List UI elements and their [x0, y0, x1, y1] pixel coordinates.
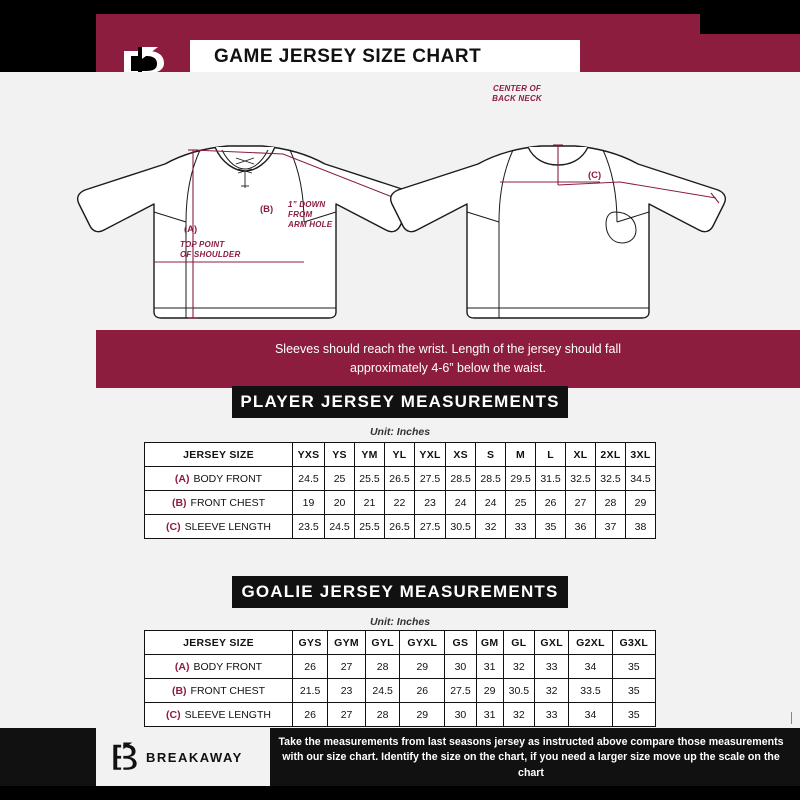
table-cell: 23	[414, 491, 445, 515]
note-line-2: approximately 4-6” below the waist.	[350, 361, 546, 375]
row-marker: (B)	[171, 496, 187, 509]
table-cell: 27.5	[445, 679, 476, 703]
note-band-left-pad	[0, 330, 96, 388]
table-row	[145, 679, 656, 703]
annotation-down-from-arm-hole: 1” DOWN FROM ARM HOLE	[288, 200, 333, 229]
table-cell: 27	[566, 491, 596, 515]
table-cell: 21.5	[293, 679, 328, 703]
table-cell: 35	[536, 515, 566, 539]
table-row	[145, 515, 656, 539]
goalie-measurements-table	[144, 630, 656, 727]
goalie-size-col-g2xl: G2XL	[569, 631, 612, 655]
goalie-size-col-gxl: GXL	[535, 631, 569, 655]
table-cell: 24.5	[325, 515, 355, 539]
table-cell: 28.5	[476, 467, 506, 491]
footer-bar	[0, 728, 800, 786]
table-cell: 25	[325, 467, 355, 491]
row-marker: (B)	[171, 684, 187, 697]
player-size-col-xs: XS	[446, 443, 476, 467]
table-cell: 28	[596, 491, 626, 515]
annotation-top-point-of-shoulder: TOP POINT OF SHOULDER	[180, 240, 241, 259]
table-cell: 26	[536, 491, 566, 515]
player-size-col-ym: YM	[355, 443, 385, 467]
player-size-col-ys: YS	[325, 443, 355, 467]
player-size-header: JERSEY SIZE	[145, 443, 293, 467]
jersey-diagram	[0, 72, 800, 330]
table-cell: 32	[476, 515, 506, 539]
breakaway-b-logo-icon	[110, 741, 140, 773]
table-cell: 27	[328, 655, 366, 679]
goalie-size-col-gs: GS	[445, 631, 476, 655]
header-right-block	[700, 14, 800, 34]
table-cell: 36	[566, 515, 596, 539]
table-cell: 28	[365, 703, 399, 727]
table-cell: 29	[476, 679, 503, 703]
table-cell: 24	[446, 491, 476, 515]
table-cell: 32.5	[596, 467, 626, 491]
table-cell: 32.5	[566, 467, 596, 491]
table-cell: 31	[476, 655, 503, 679]
table-cell: 32	[503, 655, 534, 679]
table-cell: 31.5	[536, 467, 566, 491]
goalie-unit-label: Unit: Inches	[369, 616, 431, 628]
player-unit-label: Unit: Inches	[369, 426, 431, 438]
table-cell: 25	[506, 491, 536, 515]
table-cell: 33	[535, 655, 569, 679]
table-cell: 38	[625, 515, 655, 539]
table-cell: 35	[612, 679, 655, 703]
note-band	[96, 330, 800, 388]
player-size-col-s: S	[476, 443, 506, 467]
table-cell: 27.5	[414, 467, 445, 491]
footer-instructions: Take the measurements from last seasons jersey as instructed above compare those measurements with our size chart. Identify the size on the chart, if you need a larger size move up the scale on the chart	[278, 735, 784, 779]
footer-logo	[110, 740, 260, 774]
table-cell: 24.5	[365, 679, 399, 703]
table-cell: 27.5	[414, 515, 445, 539]
player-size-col-3xl: 3XL	[625, 443, 655, 467]
table-row	[145, 467, 656, 491]
player-size-col-m: M	[506, 443, 536, 467]
row-marker: (C)	[166, 520, 181, 533]
table-cell: 33	[535, 703, 569, 727]
table-header-row	[145, 443, 656, 467]
player-row-label-1: (B) FRONT CHEST	[145, 491, 293, 515]
table-cell: 26	[400, 679, 445, 703]
table-cell: 24.5	[293, 467, 325, 491]
table-cell: 23.5	[293, 515, 325, 539]
goalie-size-col-g3xl: G3XL	[612, 631, 655, 655]
goalie-row-label-2: (C) SLEEVE LENGTH	[145, 703, 293, 727]
row-marker: (A)	[174, 660, 190, 673]
player-size-col-yl: YL	[384, 443, 414, 467]
row-marker: (C)	[166, 708, 181, 721]
table-cell: 34	[569, 703, 612, 727]
goalie-row-label-0: (A) BODY FRONT	[145, 655, 293, 679]
footer-brand: BREAKAWAY	[146, 749, 243, 765]
marker-c: (C)	[588, 170, 602, 181]
player-size-col-yxs: YXS	[293, 443, 325, 467]
table-cell: 19	[293, 491, 325, 515]
table-cell: 25.5	[355, 515, 385, 539]
table-cell: 22	[384, 491, 414, 515]
note-line-1: Sleeves should reach the wrist. Length of the jersey should fall	[274, 341, 622, 356]
player-size-col-2xl: 2XL	[596, 443, 626, 467]
row-marker: (A)	[174, 472, 190, 485]
table-cell: 30.5	[503, 679, 534, 703]
table-cell: 35	[612, 703, 655, 727]
player-section-title: PLAYER JERSEY MEASUREMENTS	[232, 386, 568, 418]
page-title: GAME JERSEY SIZE CHART	[190, 40, 580, 74]
table-cell: 32	[503, 703, 534, 727]
table-row	[145, 703, 656, 727]
table-cell: 30	[445, 703, 476, 727]
table-cell: 21	[355, 491, 385, 515]
table-cell: 35	[612, 655, 655, 679]
player-size-col-l: L	[536, 443, 566, 467]
goalie-size-col-gym: GYM	[328, 631, 366, 655]
table-cell: 24	[476, 491, 506, 515]
table-cell: 26.5	[384, 467, 414, 491]
table-header-row	[145, 631, 656, 655]
table-cell: 30.5	[446, 515, 476, 539]
table-row	[145, 491, 656, 515]
goalie-size-col-gyxl: GYXL	[400, 631, 445, 655]
goalie-row-label-1: (B) FRONT CHEST	[145, 679, 293, 703]
table-row	[145, 655, 656, 679]
table-cell: 32	[535, 679, 569, 703]
table-cell: 30	[445, 655, 476, 679]
table-cell: 20	[325, 491, 355, 515]
table-cell: 28.5	[446, 467, 476, 491]
header-left-block	[0, 14, 96, 72]
player-row-label-0: (A) BODY FRONT	[145, 467, 293, 491]
goalie-size-col-gyl: GYL	[365, 631, 399, 655]
marker-a: (A)	[184, 224, 198, 235]
goalie-size-header: JERSEY SIZE	[145, 631, 293, 655]
sheet	[0, 14, 800, 786]
table-cell: 29	[400, 703, 445, 727]
player-row-label-2: (C) SLEEVE LENGTH	[145, 515, 293, 539]
table-cell: 31	[476, 703, 503, 727]
table-cell: 34.5	[625, 467, 655, 491]
table-cell: 29	[625, 491, 655, 515]
goalie-section-title: GOALIE JERSEY MEASUREMENTS	[232, 576, 568, 608]
table-cell: 26.5	[384, 515, 414, 539]
player-size-col-yxl: YXL	[414, 443, 445, 467]
table-cell: 33	[506, 515, 536, 539]
jersey-illustrations	[0, 72, 800, 330]
corner-tick	[791, 712, 792, 724]
table-cell: 26	[293, 655, 328, 679]
table-cell: 28	[365, 655, 399, 679]
table-cell: 29	[400, 655, 445, 679]
player-measurements-table	[144, 442, 656, 539]
player-size-col-xl: XL	[566, 443, 596, 467]
table-cell: 34	[569, 655, 612, 679]
goalie-size-col-gm: GM	[476, 631, 503, 655]
table-cell: 37	[596, 515, 626, 539]
table-cell: 33.5	[569, 679, 612, 703]
table-cell: 27	[328, 703, 366, 727]
goalie-size-col-gl: GL	[503, 631, 534, 655]
table-cell: 25.5	[355, 467, 385, 491]
annotation-center-back-neck: CENTER OF BACK NECK	[492, 84, 542, 103]
table-cell: 29.5	[506, 467, 536, 491]
table-cell: 26	[293, 703, 328, 727]
goalie-size-col-gys: GYS	[293, 631, 328, 655]
marker-b: (B)	[260, 204, 274, 215]
table-cell: 23	[328, 679, 366, 703]
